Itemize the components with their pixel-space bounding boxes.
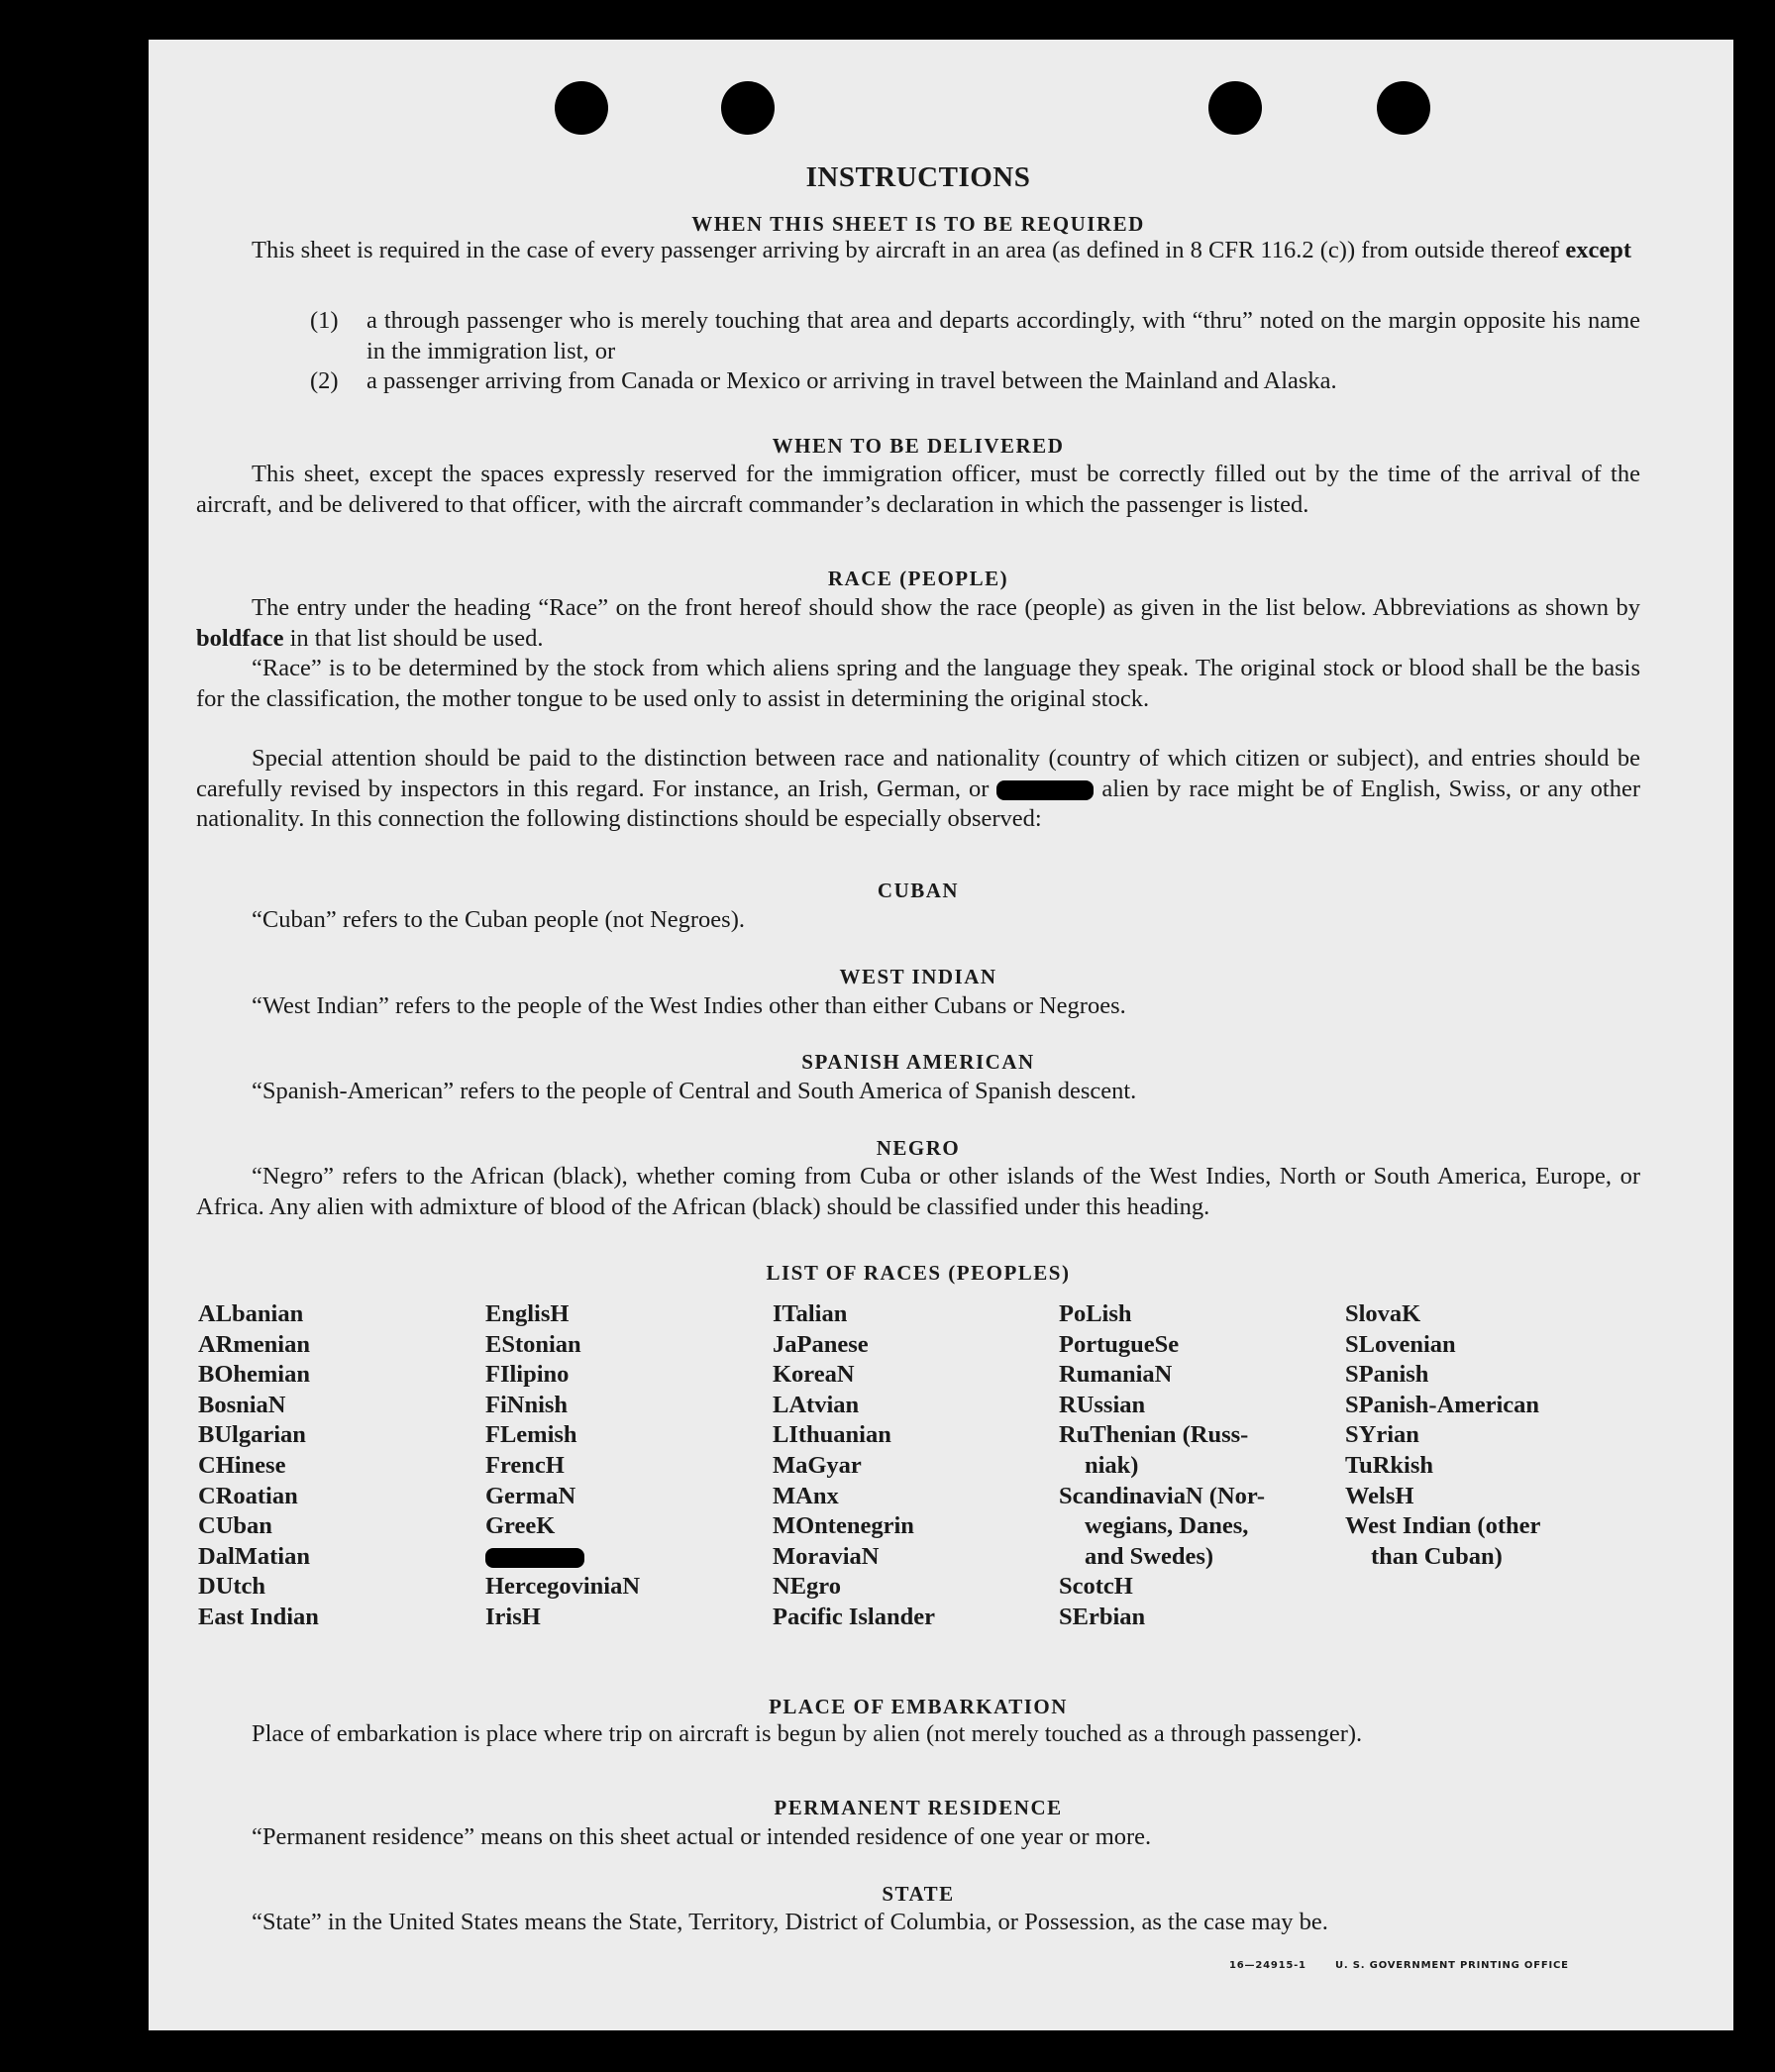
exception-item-2: (2) a passenger arriving from Canada or Mexico or arriving in travel between the Mainland and Alaska. [310, 367, 1337, 394]
heading-place-of-embarkation: PLACE OF EMBARKATION [769, 1695, 1068, 1718]
race-entry: FIlipino [485, 1361, 570, 1389]
race-entry-continuation: niak) [1085, 1451, 1139, 1479]
race-entry: SLovenian [1345, 1330, 1456, 1358]
race-entry: FiNnish [485, 1391, 569, 1418]
race-entry: CUban [198, 1512, 272, 1540]
redaction-mark [996, 780, 1094, 800]
race-column-4 [1059, 1299, 1265, 1633]
paragraph-race-3: Special attention should be paid to the distinction between race and nationality (country of which citizen or subject), and entries should be carefully revised by inspectors in this regard. For instance, an Irish, German, or alien by race might be of English, Swiss, or any other nationality. In this connection the following distinctions should be especially observed: [196, 745, 1640, 832]
paragraph-when-required: This sheet is required in the case of every passenger arriving by aircraft in an area (as defined in 8 CFR 116.2 (c)) from outside thereof except [252, 237, 1632, 263]
race-entry: PoLish [1059, 1300, 1132, 1327]
race-entry: JaPanese [773, 1330, 869, 1358]
paragraph-race-2: “Race” is to be determined by the stock from which aliens spring and the language they speak. The original stock or blood shall be the basis for the classification, the mother tongue to be used only to assist in determining the original stock. [196, 655, 1640, 712]
race-entry: KoreaN [773, 1361, 855, 1389]
document-sheet [149, 40, 1733, 2030]
heading-state: STATE [882, 1882, 955, 1906]
race-entry: ALbanian [198, 1300, 304, 1327]
paragraph-place-of-embarkation: Place of embarkation is place where trip on aircraft is begun by alien (not merely touched as a through passenger). [252, 1720, 1363, 1747]
heading-list-of-races: LIST OF RACES (PEOPLES) [766, 1261, 1071, 1285]
race-entry: ARmenian [198, 1330, 310, 1358]
heading-permanent-residence: PERMANENT RESIDENCE [774, 1796, 1063, 1819]
heading-spanish-american: SPANISH AMERICAN [801, 1050, 1035, 1074]
race-entry: PortugueSe [1059, 1330, 1180, 1358]
race-column-1 [198, 1299, 319, 1633]
race-entry: MoraviaN [773, 1542, 880, 1570]
printer-imprint: U. S. GOVERNMENT PRINTING OFFICE [1335, 1960, 1569, 1971]
heading-cuban: CUBAN [877, 879, 960, 902]
race-entry: IrisH [485, 1603, 541, 1630]
paragraph-spanish-american: “Spanish-American” refers to the people of Central and South America of Spanish descent. [252, 1078, 1137, 1104]
punch-hole [1377, 81, 1430, 135]
race-entry: HercegoviniaN [485, 1573, 641, 1601]
paragraph-state: “State” in the United States means the State, Territory, District of Columbia, or Possession, as the case may be. [252, 1909, 1328, 1935]
race-entry: LIthuanian [773, 1421, 891, 1449]
heading-west-indian: WEST INDIAN [839, 965, 997, 988]
heading-race: RACE (PEOPLE) [827, 567, 1009, 590]
race-entry: BOhemian [198, 1361, 310, 1389]
race-entry: BUlgarian [198, 1421, 306, 1449]
redaction-mark [485, 1548, 584, 1568]
form-number: 16—24915-1 [1229, 1960, 1306, 1971]
paragraph-when-delivered: This sheet, except the spaces expressly reserved for the immigration officer, must be correctly filled out by the time of the arrival of the aircraft, and be delivered to that officer, with the aircraft commander’s declaration in which the passenger is listed. [196, 461, 1640, 518]
race-entry: DalMatian [198, 1542, 310, 1570]
race-entry: ScandinaviaN (Nor- [1059, 1482, 1266, 1509]
race-entry: MAnx [773, 1482, 839, 1509]
heading-when-required: WHEN THIS SHEET IS TO BE REQUIRED [691, 212, 1145, 236]
race-entry-continuation: and Swedes) [1085, 1542, 1214, 1570]
paragraph-race-1: The entry under the heading “Race” on the front hereof should show the race (people) as given in the list below. Abbreviations as shown by boldface in that list should be used. [196, 594, 1640, 652]
race-column-2 [485, 1299, 640, 1633]
race-column-3 [773, 1299, 935, 1633]
race-entry: LAtvian [773, 1391, 860, 1418]
paragraph-west-indian: “West Indian” refers to the people of the West Indies other than either Cubans or Negroes. [252, 992, 1126, 1019]
race-entry: RumaniaN [1059, 1361, 1173, 1389]
race-entry: FrencH [485, 1451, 565, 1479]
race-entry: MOntenegrin [773, 1512, 914, 1540]
race-entry: GreeK [485, 1512, 556, 1540]
race-entry: EStonian [485, 1330, 581, 1358]
heading-when-delivered: WHEN TO BE DELIVERED [772, 434, 1065, 458]
paragraph-cuban: “Cuban” refers to the Cuban people (not Negroes). [252, 906, 745, 933]
redacted-race-entry [485, 1542, 640, 1573]
race-entry: NEgro [773, 1573, 841, 1601]
race-entry: SErbian [1059, 1603, 1146, 1630]
race-entry: WelsH [1345, 1482, 1414, 1509]
race-entry: ScotcH [1059, 1573, 1133, 1601]
race-column-5 [1345, 1299, 1540, 1572]
race-entry: GermaN [485, 1482, 576, 1509]
race-entry: SPanish [1345, 1361, 1429, 1389]
race-entry: East Indian [198, 1603, 319, 1630]
race-entry: ITalian [773, 1300, 848, 1327]
race-entry-continuation: than Cuban) [1371, 1542, 1503, 1570]
punch-hole [555, 81, 608, 135]
race-entry: CHinese [198, 1451, 286, 1479]
race-entry: TuRkish [1345, 1451, 1434, 1479]
heading-negro: NEGRO [876, 1136, 961, 1160]
race-entry: DUtch [198, 1573, 266, 1601]
race-entry: CRoatian [198, 1482, 298, 1509]
race-entry: RuThenian (Russ- [1059, 1421, 1249, 1449]
race-entry: Pacific Islander [773, 1603, 935, 1630]
race-entry-continuation: wegians, Danes, [1085, 1512, 1249, 1540]
paragraph-negro: “Negro” refers to the African (black), whether coming from Cuba or other islands of the West Indies, North or South America, Europe, or Africa. Any alien with admixture of blood of the African (black) should be classified under this heading. [196, 1163, 1640, 1220]
page-title: INSTRUCTIONS [805, 161, 1031, 193]
punch-hole [721, 81, 775, 135]
race-entry: MaGyar [773, 1451, 862, 1479]
exception-item-1: (1) a through passenger who is merely touching that area and departs accordingly, with “thru” noted on the margin opposite his name in the immigration list, or [310, 307, 1640, 364]
paragraph-permanent-residence: “Permanent residence” means on this sheet actual or intended residence of one year or more. [252, 1823, 1152, 1850]
race-entry: FLemish [485, 1421, 577, 1449]
race-entry: EnglisH [485, 1300, 570, 1327]
race-entry: BosniaN [198, 1391, 286, 1418]
race-entry: SPanish-American [1345, 1391, 1539, 1418]
punch-hole [1208, 81, 1262, 135]
race-entry: SlovaK [1345, 1300, 1421, 1327]
race-entry: West Indian (other [1345, 1512, 1541, 1540]
race-entry: RUssian [1059, 1391, 1146, 1418]
race-entry: SYrian [1345, 1421, 1419, 1449]
